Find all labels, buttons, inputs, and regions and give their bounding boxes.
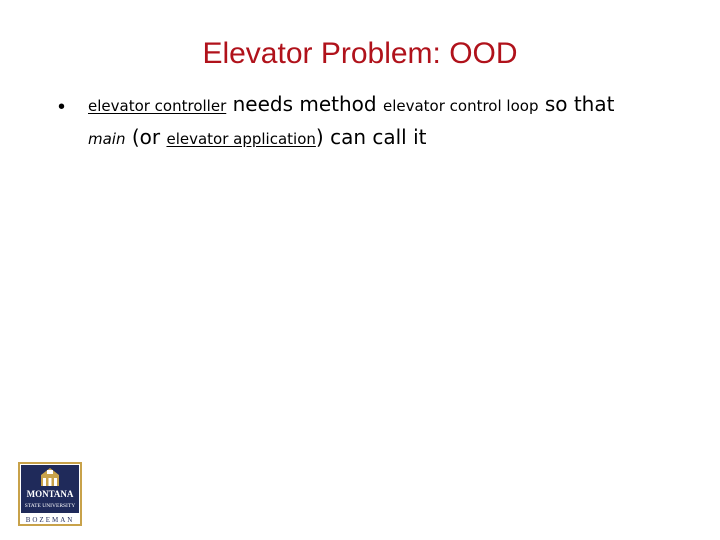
montana-state-logo [18, 462, 82, 526]
bullet-text [88, 89, 688, 155]
bullet-text-can-call-it: ) can call it [315, 125, 427, 149]
logo-wordmark-university: STATE UNIVERSITY [24, 503, 76, 509]
bullet-text-needs-method: needs method [226, 92, 383, 116]
bullet-marker: • [58, 96, 66, 118]
elevator-control-loop-term: elevator control loop [382, 97, 539, 115]
bullet-text-or: (or [125, 125, 167, 149]
elevator-controller-term: elevator controller [88, 97, 227, 115]
main-term: main [88, 130, 126, 148]
elevator-application-term: elevator application [166, 130, 316, 148]
bullet-text-so-that: so that [538, 92, 615, 116]
logo-wordmark-montana: MONTANA [26, 489, 74, 499]
logo-wordmark-bozeman: BOZEMAN [25, 516, 75, 524]
slide-title: Elevator Problem: OOD [202, 37, 518, 70]
